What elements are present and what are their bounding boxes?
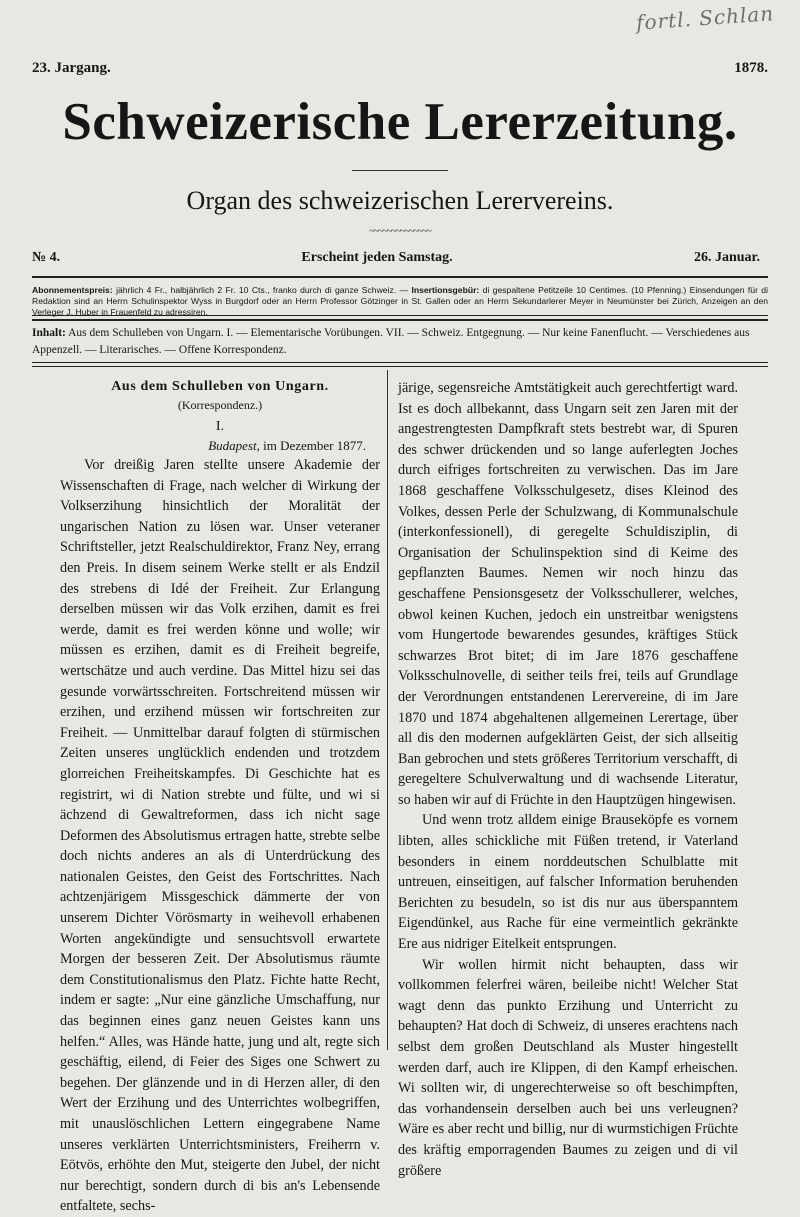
right-paragraph-3: Wir wollen hirmit nicht behaupten, dass wir vollkommen felerfrei wären, beileibe nicht! Welcher Stat wagt denn das punkto Erzihung und Unterricht zu behaupten? Hat doch di Schweiz, di unseres erachtens nach selbst dem großen Deutschland als Muster hingestellt werden darf, auch ire Klippen, di den Kampf erheischen. Wi sollten wir, di ungerechterweise so oft beschimpften, das vorhandensein derselben auch bei uns verleugnen? Wäre es aber recht und billig, nur di wurmstichigen Früchte des kräftig emporragenden Baumes zu zeigen und di vil größere	[398, 956, 738, 1179]
rule-below-subscription	[32, 315, 768, 316]
handwritten-archive-note: fortl. Schlan	[635, 1, 775, 35]
subscription-info	[32, 285, 768, 318]
volume-label: 23. Jargang.	[32, 60, 111, 76]
contents-label: Inhalt:	[32, 327, 66, 339]
article-title: Aus dem Schulleben von Ungarn.	[111, 379, 329, 394]
contents-text: Aus dem Schulleben von Ungarn. I. — Elementarische Vorübungen. VII. — Schweiz. Entgegnung. — Nur keine Fanenflucht. — Verschiedenes aus Appenzell. — Literarisches. — Offene Korrespondenz.	[32, 327, 750, 356]
submission-text: Einsendungen für di Redaktion sind an Herrn Schulinspektor Wyss in Burgdorf oder an Herrn Professor Götzinger in St. Gallen oder an Herrn Sekundarlerer Meyer in Neumünster bei Zürich, Anzeigen an den Verleger J. Huber in Frauenfeld zu adressiren.	[32, 285, 768, 317]
subscription-text: jährlich 4 Fr., halbjährlich 2 Fr. 10 Cts., franko durch di ganze Schweiz. —	[116, 285, 409, 295]
article-part-number: I.	[215, 419, 225, 434]
rule-below-contents-2	[32, 366, 768, 367]
article-column-right	[398, 378, 738, 1181]
left-paragraph-1: Vor dreißig Jaren stellte unsere Akademie der Wissenschaften di Frage, nach welcher di Wirkung der Volkserzihung hinsichtlich der Moralität der ungarischen Nation zu lösen war. Unser veteraner Schriftsteller, jetzt Realschuldirektor, Franz Ney, errang den Preis. In disem seinem Werke stellt er als Endzil des strebens di Idé der Freiheit. Zur Erlangung derselben müssen wir das Volk erzihen, damit es frei werde, damit es frei werden könne und wolle; wir müssen es erzihen, damit es di Freiheit begreife, wertschätze und auch verdine. Das Mittel hizu sei das gesunde vorwärtsschreiten. Fortschreitend müssen wir erzihen, und erzihend müssen wir fortschreiten zur Freiheit. — Unmittelbar darauf folgten di stürmischen Zeiten unseres unglücklich endenden und trotzdem glorreichen Freiheitskampfes. Di Geschichte hat es registrirt, wi di Nation strebte und fülte, und wi si ächzend di Gewaltreformen, dass ich nicht sage Deformen des Absolutismus ertragen hatte, strebte selbe doch nichts anderes an als di Unterdrückung des nationalen Geistes, den Geist des Fortschrittes. Nach achtzenjärigem Missgeschick dämmerte der von unserem Dichter Vörösmarty in weihevoll erhabenen Worten angekündigte und sensuchtsvoll erwartete Morgen der besseren Zeit. Der Absolutismus räumte dem Constitutionalismus den Platz. Fichte hatte Recht, indem er sagte: „Nur eine gänzliche Umschaffung, nur das beginnen eines ganz neuen Geistes kann uns helfen.“ Alles, was Hände hatte, jung und alt, regte sich geschäftig, eilend, di Feier des Siges one Schwert zu begehen. Der glänzende und in di Herzen aller, di den Wert der Erzihung und des Unterrichtes wolbegriffen, mit unauslöschlichen Lettern eingegrabene Name unseres verklärten Unterrichtsministers, Freiherrn v. Eötvös, erhöhte den Mut, steigerte den Jubel, der nicht nur berechtigt, sondern durch di bis an's Lebensende entfaltete, sechs-	[60, 457, 380, 1215]
issue-date: 26. Januar.	[693, 250, 760, 265]
title-divider	[352, 170, 448, 171]
rule-below-contents	[32, 362, 768, 363]
subscription-label: Abonnementspreis:	[32, 285, 113, 295]
masthead-subtitle: Organ des schweizerischen Lerervereins.	[186, 186, 614, 215]
rule-above-contents	[32, 319, 768, 321]
dateline-place: Budapest,	[208, 438, 260, 453]
right-paragraph-2: Und wenn trotz alldem einige Brauseköpfe es vornem libten, alles schickliche mit Füßen tretend, ir Vaterland besonders in einem norddeutschen Schulblatte mit untreuen, einseitigen, auf falscher Information beruhenden Berichten zu besudeln, so ist dis nur aus überspanntem Eigendünkel, aus Rache für eine vermeintlich gekränkte Ere aus nidriger Eitelkeit entsprungen.	[398, 812, 738, 953]
issue-info-row	[32, 250, 760, 266]
article-subtitle: (Korrespondenz.)	[177, 398, 263, 412]
article-column-left	[60, 378, 380, 1217]
insertion-label: Insertionsgebür:	[411, 285, 480, 295]
issue-number: № 4.	[32, 250, 61, 265]
ornamental-flourish: ~~~~~~~~~~~~~~	[369, 226, 431, 237]
column-divider	[387, 370, 388, 1050]
rule-above-subscription	[32, 276, 768, 278]
dateline-date: im Dezember 1877.	[263, 438, 366, 453]
insertion-text: di gespaltene Petitzeile 10 Centimes. (10 Pfenning.)	[482, 285, 687, 295]
table-of-contents	[32, 325, 768, 359]
masthead-title: Schweizerische Lererzeitung.	[62, 93, 738, 151]
article-dateline	[60, 437, 366, 455]
issue-frequency: Erscheint jeden Samstag.	[301, 250, 453, 265]
year-label: 1878.	[734, 60, 768, 76]
right-paragraph-1: järige, segensreiche Amtstätigkeit auch gerechtfertigt ward. Ist es doch allbekannt, dass Ungarn seit zen Jaren mit der angestrengtesten Dampfkraft stets bestrebt war, di Spuren des schwer drückenden und so lange auferlegten Joches durch eifriges fortschreiten zu verwischen. Das im Jare 1868 geschaffene Volksschulgesetz, dises Kleinod des Volkes, dessen Perle der Schulzwang, di Kommunalschule (interkonfessionell), di geregelte Schuldisziplin, di Organisation der Schulinspektion sind di Keime des gepflanzten Baumes. Nemen wir noch hinzu das geschaffene Pensionsgesetz der Volksschullerer, welches, obwol keinen Kuchen, jedoch ein unstreitbar wenigstens vom Hungertode bewarendes gesundes, kräftiges Stück schwarzes Brot bitet; di im Jare 1876 geschaffene Volksschulnovelle, di seither teils frei, teils auf Grundlage der Verordnungen entstandenen Lerervereine, di im Jare 1870 und 1874 abgehaltenen allgemeinen Lerertage, über all dis den modernen aufgeklärten Geist, der sich allseitig Ban gebrochen und stets größeres Territorium verschafft, di geregeltere Schulverwaltung und di wachsende Literatur, so haben wir auf di Früchte in den Hauptzügen hingewisen.	[398, 380, 738, 808]
volume-year-row	[32, 60, 768, 77]
